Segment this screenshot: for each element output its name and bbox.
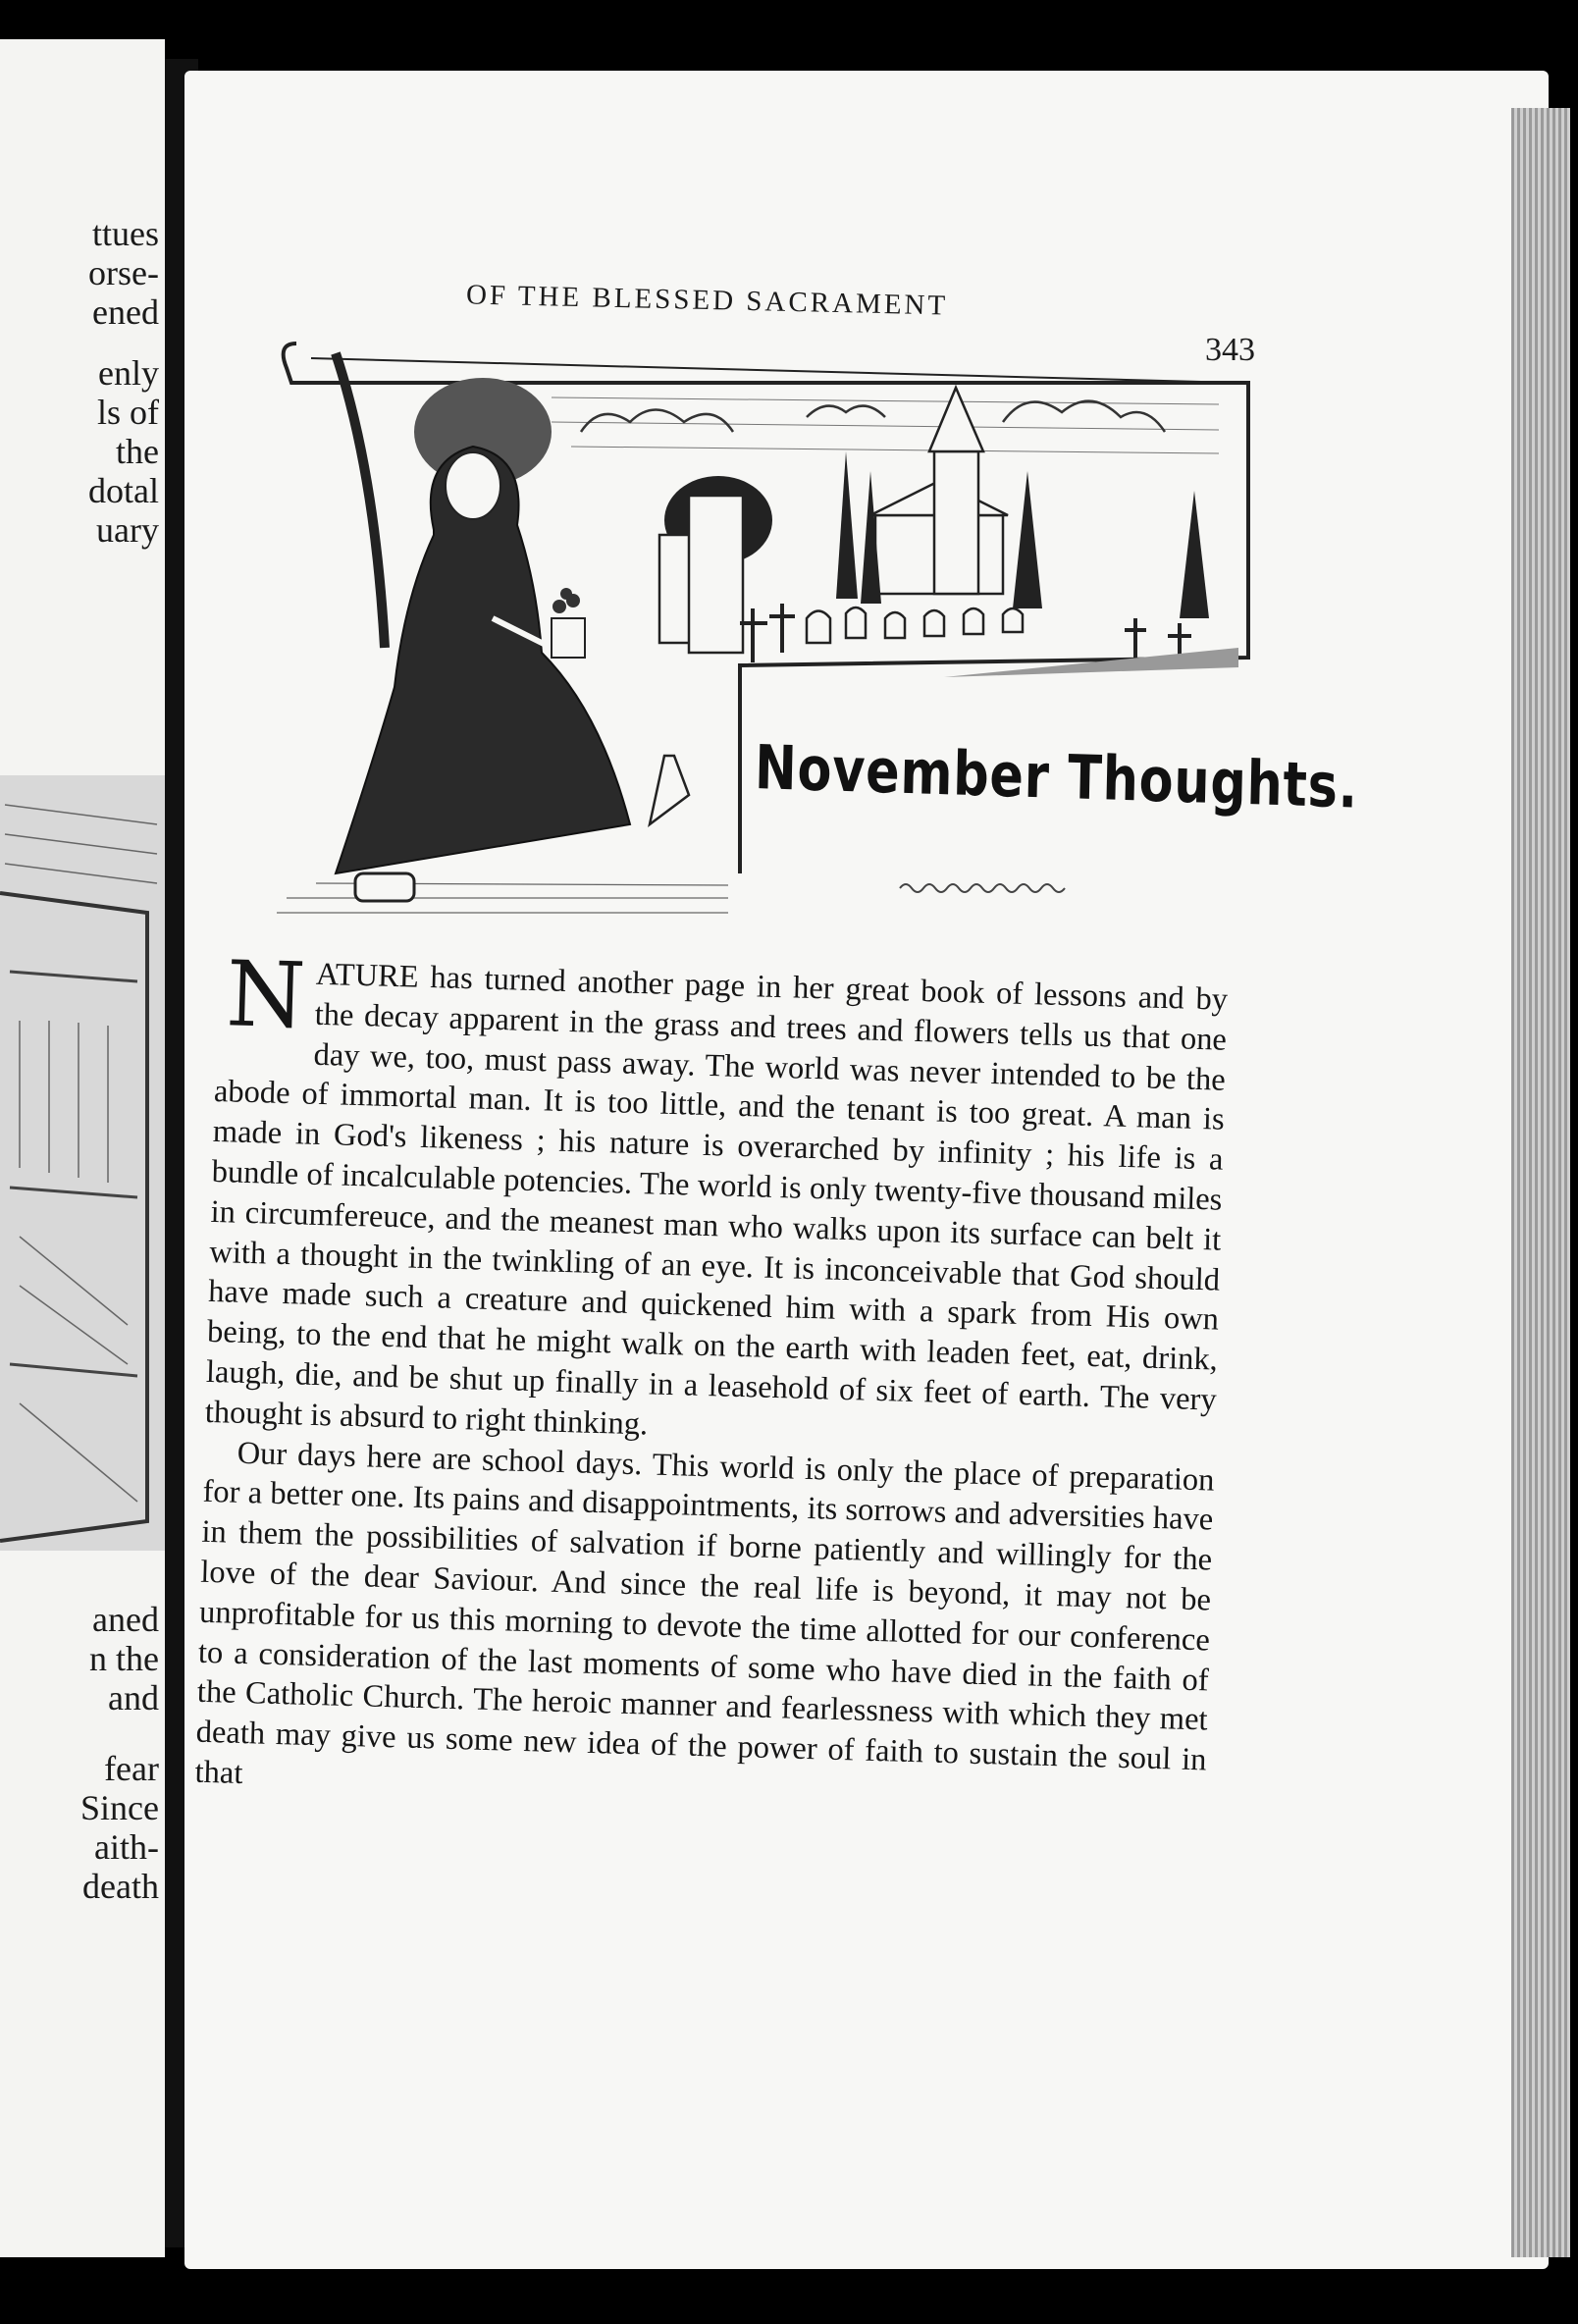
left-page-line: enly: [98, 353, 159, 393]
left-page-line: aith-: [94, 1827, 159, 1867]
left-page-line: dotal: [88, 471, 159, 510]
first-word: ATURE: [315, 956, 420, 995]
paragraph-1-text: has turned another page in her great book of lessons and by the decay apparent in the grass and trees and flowers tells us that one day we, too, must pass away. The world was never intended to be the abode of immortal man. It is too little, and the tenant is too great. A man is made in God's likeness ; his nature is overarched by infinity ; his life is a bundle of incalculable potencies. The world is only twenty-five thousand miles in circumfereuce, and the meanest man who walks upon its surface can belt it with a thought in the twinkling of an eye. It is inconceivable that God should have made such a creature and quickened him with a spark from His own being, to the end that he might walk on the earth with leaden feet, eat, drink, laugh, die, and be shut up finally in a leasehold of six feet of earth. The very thought is absurd to right thinking.: [204, 960, 1229, 1443]
left-page-line: the: [116, 432, 159, 471]
drop-cap: N: [225, 941, 307, 1049]
left-page-line: Since: [80, 1788, 159, 1827]
paragraph-2: Our days here are school days. This world is only the place of preparation for a better one. Its pains and disappointments, its sorrows and adversities have in them the possibilities of salvation if borne patiently and willingly for the love of the dear Saviour. And since the real life is beyond, it may not be unprofitable for us this morning to devote the time allotted for our conference to a consideration of the last moments of some who have died in the faith of the Catholic Church. The heroic manner and fearlessness with which they met death may give us some new idea of the power of faith to sustain the soul in that: [194, 1435, 1215, 1791]
running-head: OF THE BLESSED SACRAMENT: [465, 279, 949, 322]
article-body: [194, 941, 1229, 1821]
left-page: [0, 39, 165, 2257]
left-page-line: death: [82, 1867, 159, 1906]
left-page-line: ttues: [92, 214, 159, 253]
article-title: November Thoughts.: [754, 731, 1359, 822]
ornament-divider: [898, 878, 1075, 898]
paragraph-1: [204, 941, 1229, 1460]
left-page-line: orse-: [88, 253, 159, 292]
left-page-line: ened: [92, 292, 159, 332]
left-page-line: aned: [92, 1600, 159, 1639]
left-page-line: n the: [89, 1639, 159, 1678]
left-page-line: fear: [104, 1749, 159, 1788]
page-number: 343: [1205, 332, 1255, 368]
left-page-line: and: [108, 1678, 159, 1717]
header-illustration: [257, 324, 1262, 932]
page-edges: [1511, 108, 1570, 2257]
left-page-line: ls of: [97, 393, 159, 432]
left-page-line: uary: [96, 510, 159, 550]
left-page-illustration: [0, 775, 165, 1551]
